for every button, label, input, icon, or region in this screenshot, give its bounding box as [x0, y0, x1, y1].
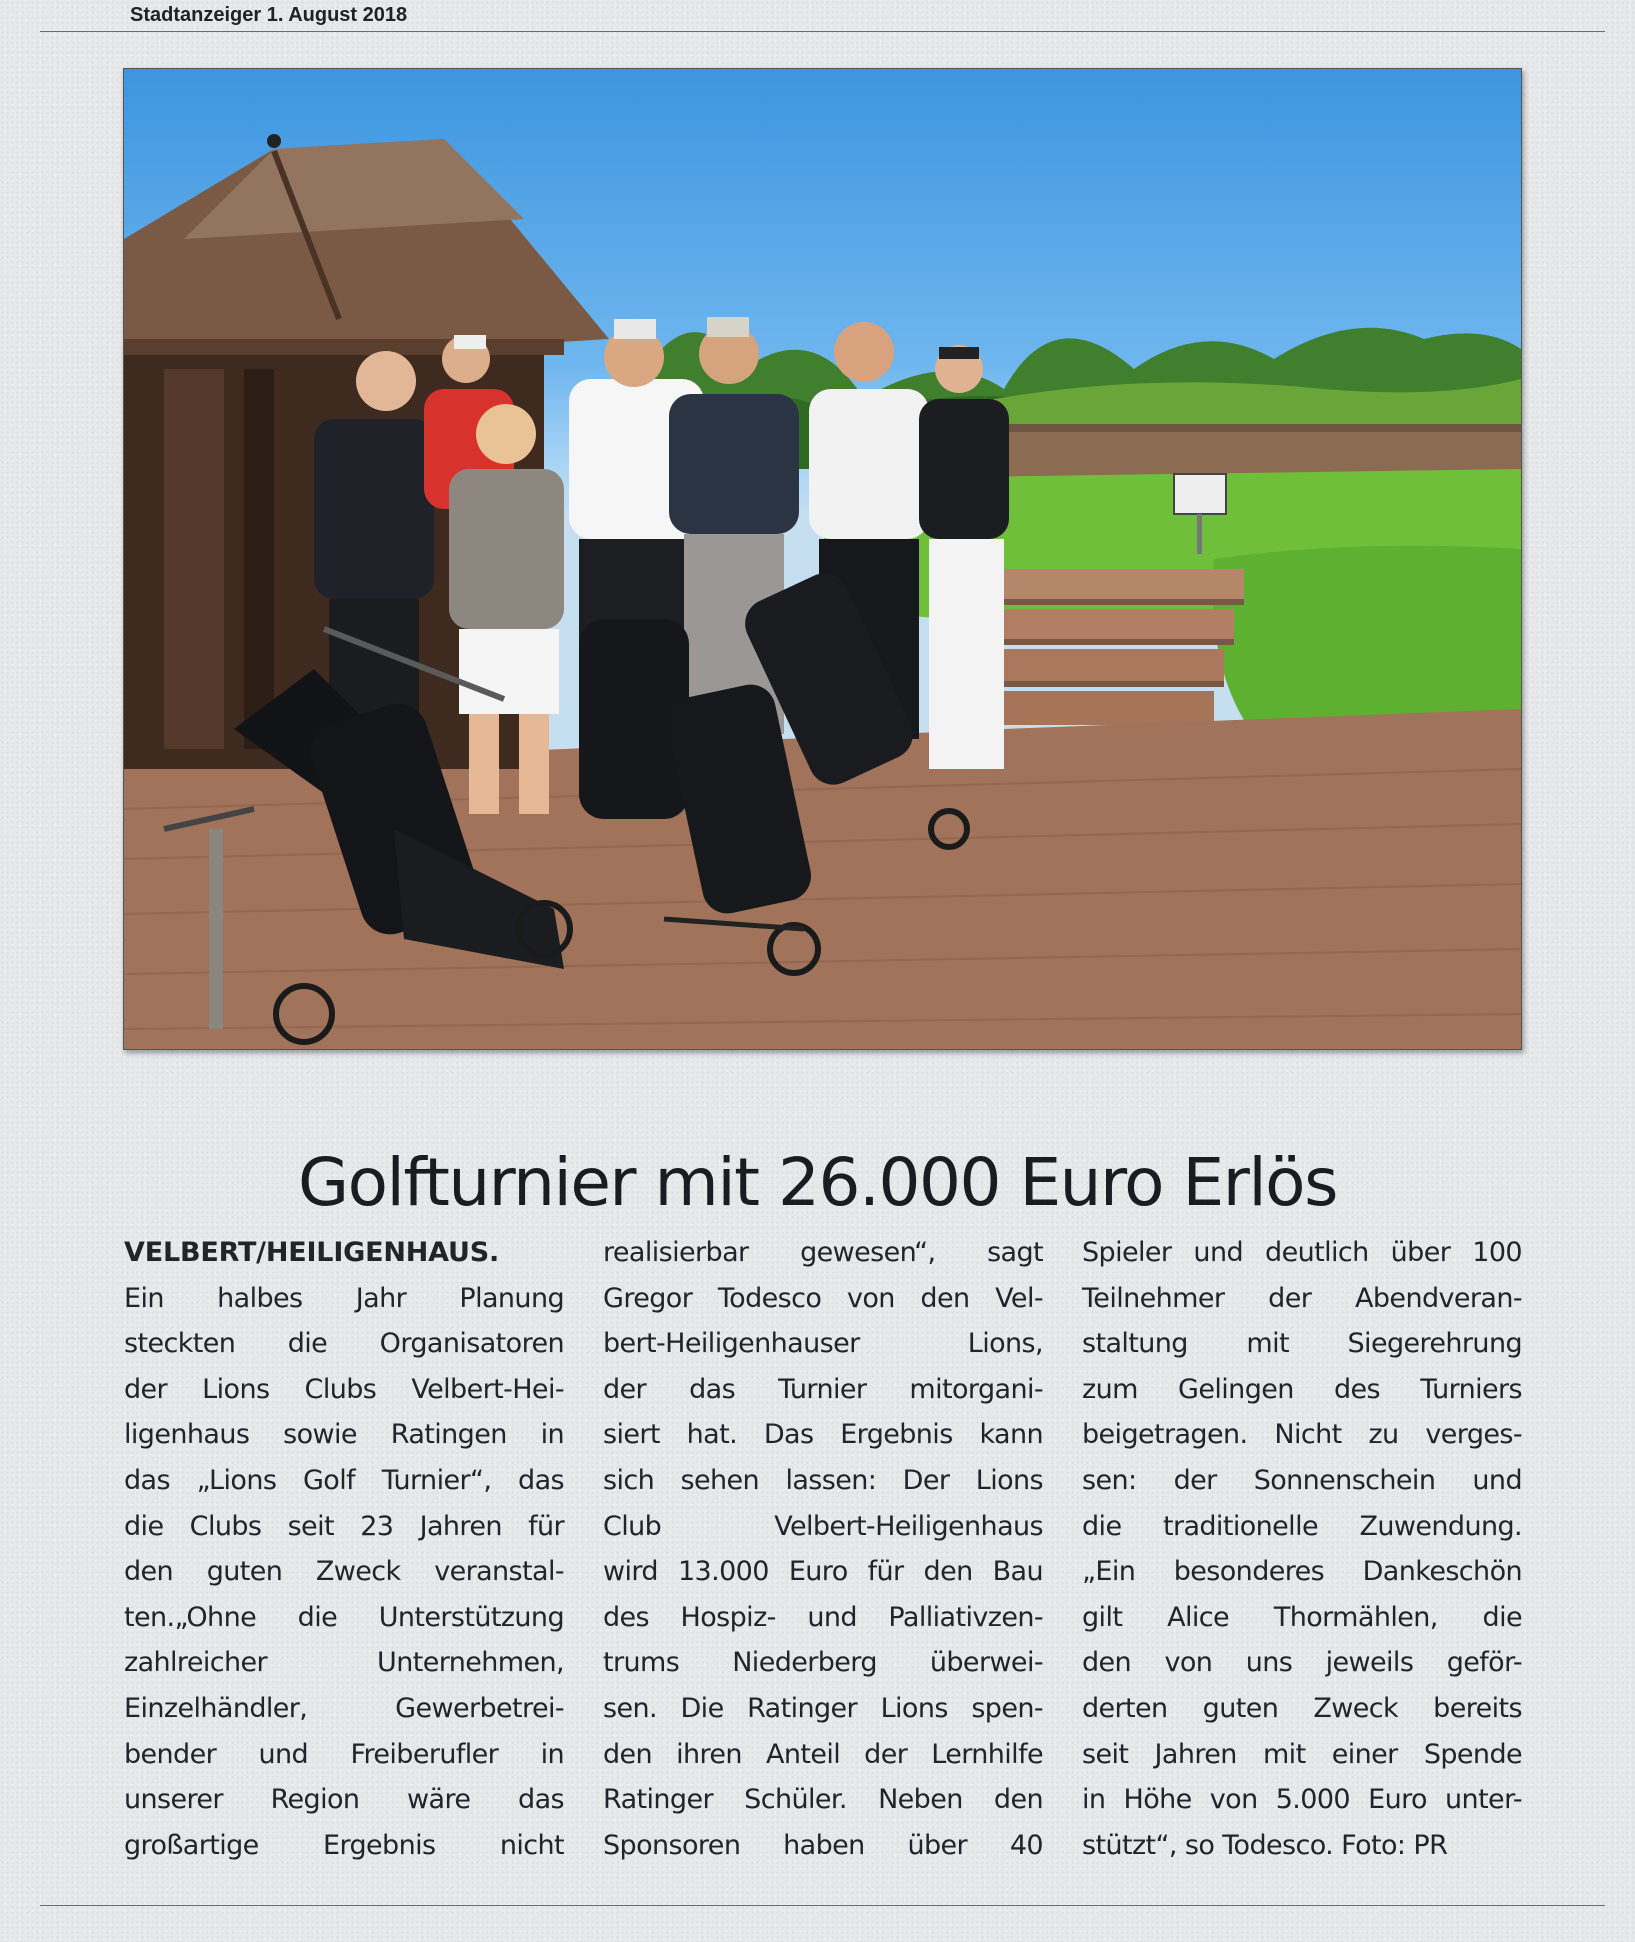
- text-line: unserer Region wäre das: [124, 1784, 564, 1816]
- text-line: steckten die Organisatoren: [124, 1328, 564, 1360]
- text-line: wird 13.000 Euro für den Bau: [603, 1556, 1043, 1588]
- text-line: Einzelhändler, Gewerbetrei-: [124, 1692, 564, 1724]
- text-line: die Clubs seit 23 Jahren für: [124, 1510, 564, 1542]
- article-headline: Golfturnier mit 26.000 Euro Erlös: [298, 1144, 1337, 1222]
- text-line: stützt“, so Todesco. Foto: PR: [1082, 1829, 1448, 1861]
- text-line: ligenhaus sowie Ratingen in: [124, 1419, 564, 1451]
- text-line: derten guten Zweck bereits: [1082, 1692, 1522, 1724]
- text-line: staltung mit Siegerehrung: [1082, 1328, 1522, 1360]
- text-line: gilt Alice Thormählen, die: [1082, 1601, 1522, 1633]
- dateline: VELBERT/HEILIGENHAUS.: [124, 1237, 500, 1268]
- text-line: Spieler und deutlich über 100: [1082, 1237, 1522, 1268]
- text-line: trums Niederberg überwei-: [603, 1647, 1043, 1679]
- text-line: zum Gelingen des Turniers: [1082, 1373, 1522, 1405]
- text-line: bert-Heiligenhauser Lions,: [603, 1328, 1043, 1360]
- text-line: in Höhe von 5.000 Euro unter-: [1082, 1784, 1522, 1816]
- text-line: „Ein besonderes Dankeschön: [1082, 1556, 1522, 1588]
- text-line: bender und Freiberufler in: [124, 1738, 564, 1770]
- text-line: den von uns jeweils geför-: [1082, 1647, 1522, 1679]
- text-line: seit Jahren mit einer Spende: [1082, 1738, 1522, 1770]
- text-line: des Hospiz- und Palliativzen-: [603, 1601, 1043, 1633]
- text-line: sen: der Sonnenschein und: [1082, 1464, 1522, 1496]
- text-line: Teilnehmer der Abendveran-: [1082, 1282, 1522, 1314]
- text-line: der Lions Clubs Velbert-Hei-: [124, 1373, 564, 1405]
- text-line: Ratinger Schüler. Neben den: [603, 1784, 1043, 1816]
- text-line: die traditionelle Zuwendung.: [1082, 1510, 1522, 1542]
- text-line: den guten Zweck veranstal-: [124, 1556, 564, 1588]
- bottom-rule: [40, 1905, 1605, 1906]
- golf-group-photo: [124, 69, 1521, 1049]
- text-line: den ihren Anteil der Lernhilfe: [603, 1738, 1043, 1770]
- article-column-3: [1082, 1230, 1522, 1868]
- text-line: Ein halbes Jahr Planung: [124, 1282, 564, 1314]
- text-line: sen. Die Ratinger Lions spen-: [603, 1692, 1043, 1724]
- text-line: großartige Ergebnis nicht: [124, 1829, 564, 1861]
- article-column-2: [603, 1230, 1043, 1868]
- article-column-1: [124, 1230, 564, 1868]
- text-line: der das Turnier mitorgani-: [603, 1373, 1043, 1405]
- text-line: zahlreicher Unternehmen,: [124, 1647, 564, 1679]
- text-line: ten.„Ohne die Unterstützung: [124, 1601, 564, 1633]
- top-rule: [40, 31, 1605, 32]
- text-line: Club Velbert-Heiligenhaus: [603, 1510, 1043, 1542]
- text-line: siert hat. Das Ergebnis kann: [603, 1419, 1043, 1451]
- text-line: beigetragen. Nicht zu verges-: [1082, 1419, 1522, 1451]
- text-line: Sponsoren haben über 40: [603, 1829, 1043, 1861]
- text-line: realisierbar gewesen“, sagt: [603, 1237, 1043, 1268]
- article-photo: [123, 68, 1522, 1050]
- text-line: das „Lions Golf Turnier“, das: [124, 1464, 564, 1496]
- masthead: Stadtanzeiger 1. August 2018: [130, 4, 408, 26]
- text-line: sich sehen lassen: Der Lions: [603, 1464, 1043, 1496]
- text-line: Gregor Todesco von den Vel-: [603, 1282, 1043, 1314]
